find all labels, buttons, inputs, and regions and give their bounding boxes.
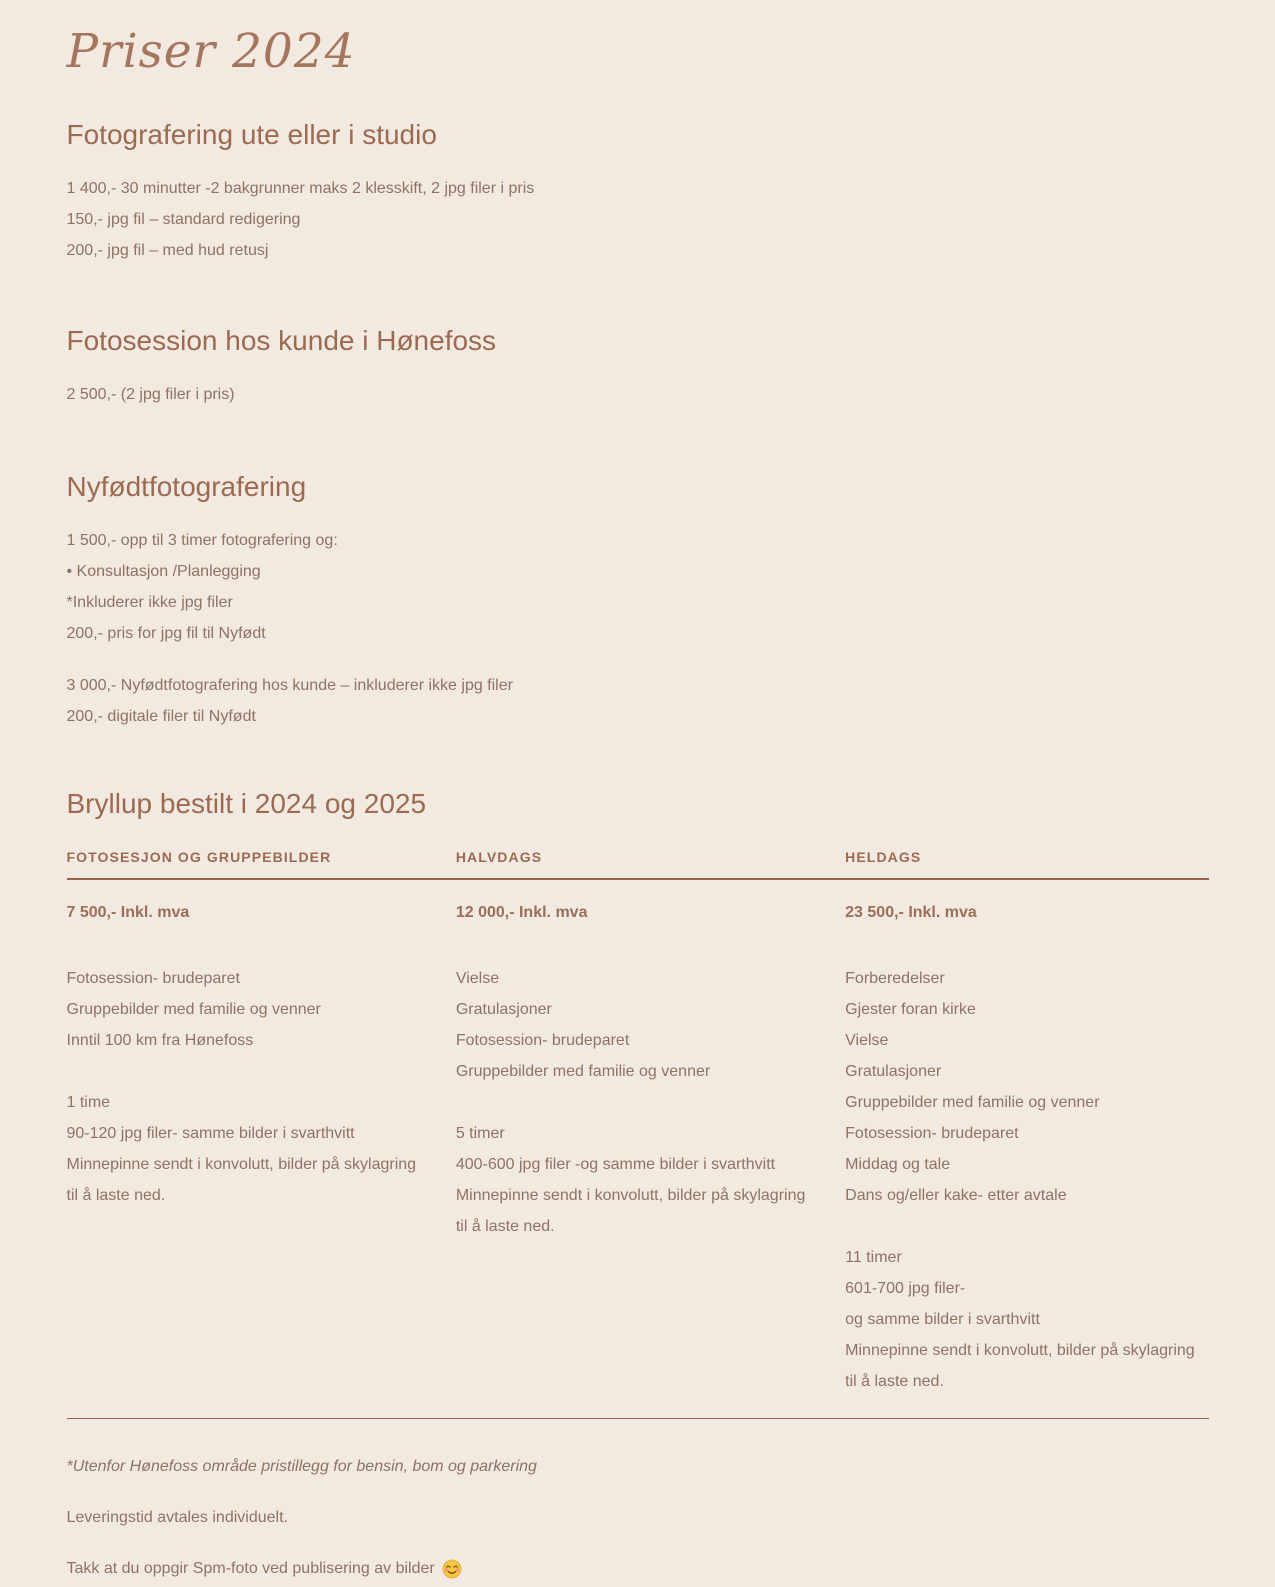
package-details (845, 1242, 1208, 1397)
package-detail-item: Minnepinne sendt i konvolutt, bilder på skylagring til å laste ned. (845, 1341, 1195, 1390)
delivery-time-note: Leveringstid avtales individuelt. (66, 1509, 288, 1526)
package-include-item: Inntil 100 km fra Hønefoss (66, 1031, 254, 1049)
smiling-face-emoji-icon (442, 1559, 462, 1579)
price-line-text: 200,- pris for jpg fil til Nyfødt (66, 625, 266, 642)
package-includes (845, 963, 1208, 1211)
package-includes (456, 963, 819, 1087)
price-page (67, 0, 1209, 1581)
package-include-item: Gjester foran kirke (845, 1000, 976, 1018)
kunde-price-list (67, 379, 1209, 410)
package-include-item: Gruppebilder med familie og venner (66, 1000, 321, 1018)
package-include-item: Forberedelser (845, 969, 945, 987)
package-include-item: Fotosession- brudeparet (455, 1031, 630, 1049)
package-detail-item: 1 time (66, 1093, 111, 1111)
price-line-text: 2 500,- (2 jpg filer i pris) (66, 386, 235, 403)
column-header-fotosesjon: FOTOSESJON OG GRUPPEBILDER (66, 849, 332, 865)
nyfodt-price-list-1 (67, 525, 1209, 649)
package-price: 23 500,- Inkl. mva (845, 903, 977, 921)
credit-request-note (67, 1557, 1209, 1581)
table-bottom-rule (67, 1418, 1209, 1420)
package-includes (67, 963, 430, 1056)
package-include-item: Gratulasjoner (455, 1000, 552, 1018)
package-include-item: Gratulasjoner (845, 1062, 942, 1080)
page-title: Priser 2024 (66, 24, 356, 79)
package-include-item: Fotosession- brudeparet (66, 969, 240, 987)
price-line-text: 1 400,- 30 minutter -2 bakgrunner maks 2 klesskift, 2 jpg filer i pris (66, 180, 535, 197)
credit-request-text: Takk at du oppgir Spm-foto ved publisering av bilder (66, 1560, 435, 1577)
package-price: 7 500,- Inkl. mva (66, 903, 190, 921)
price-line-text: 200,- digitale filer til Nyfødt (66, 708, 256, 725)
price-line-text: 150,- jpg fil – standard redigering (66, 211, 301, 228)
package-detail-item: 601-700 jpg filer- (845, 1279, 966, 1297)
package-detail-item: 90-120 jpg filer- samme bilder i svarthvitt (66, 1124, 355, 1142)
nyfodt-price-list-2 (67, 670, 1209, 732)
price-line-text: • Konsultasjon /Planlegging (66, 563, 261, 580)
package-details (456, 1118, 819, 1242)
package-include-item: Dans og/eller kake- etter avtale (845, 1186, 1067, 1204)
wedding-column-halvdags (456, 901, 819, 1397)
wedding-table-body (67, 901, 1209, 1397)
section-heading-studio: Fotografering ute eller i studio (66, 119, 437, 150)
travel-surcharge-note: *Utenfor Hønefoss område pristillegg for bensin, bom og parkering (66, 1458, 537, 1475)
package-include-item: Vielse (845, 1031, 889, 1049)
section-heading-kunde: Fotosession hos kunde i Hønefoss (66, 325, 497, 356)
table-top-rule (67, 878, 1209, 880)
package-include-item: Gruppebilder med familie og venner (845, 1093, 1100, 1111)
package-details (67, 1087, 430, 1211)
wedding-column-fotosesjon (67, 901, 430, 1397)
package-price: 12 000,- Inkl. mva (455, 903, 588, 921)
section-heading-nyfodt: Nyfødtfotografering (66, 471, 307, 502)
package-include-item: Fotosession- brudeparet (845, 1124, 1019, 1142)
column-header-halvdags: HALVDAGS (455, 849, 543, 865)
package-detail-item: 11 timer (845, 1248, 902, 1266)
package-include-item: Gruppebilder med familie og venner (455, 1062, 711, 1080)
price-line-text: 1 500,- opp til 3 timer fotografering og: (66, 532, 338, 549)
package-detail-item: 400-600 jpg filer -og samme bilder i svarthvitt (455, 1155, 776, 1173)
column-header-heldags: HELDAGS (845, 849, 922, 865)
package-include-item: Middag og tale (845, 1155, 951, 1173)
wedding-column-heldags (845, 901, 1208, 1397)
studio-price-list (67, 173, 1209, 266)
package-include-item: Vielse (455, 969, 500, 987)
price-line-text: 3 000,- Nyfødtfotografering hos kunde – inkluderer ikke jpg filer (66, 677, 513, 694)
section-heading-bryllup: Bryllup bestilt i 2024 og 2025 (66, 788, 427, 819)
wedding-table-header-row (67, 849, 1209, 865)
package-detail-item: 5 timer (455, 1124, 505, 1142)
package-detail-item: Minnepinne sendt i konvolutt, bilder på skylagring til å laste ned. (455, 1186, 806, 1235)
package-detail-item: Minnepinne sendt i konvolutt, bilder på skylagring til å laste ned. (66, 1155, 417, 1204)
package-detail-item: og samme bilder i svarthvitt (845, 1310, 1040, 1328)
price-line-text: *Inkluderer ikke jpg filer (66, 594, 233, 611)
price-line-text: 200,- jpg fil – med hud retusj (66, 242, 269, 259)
